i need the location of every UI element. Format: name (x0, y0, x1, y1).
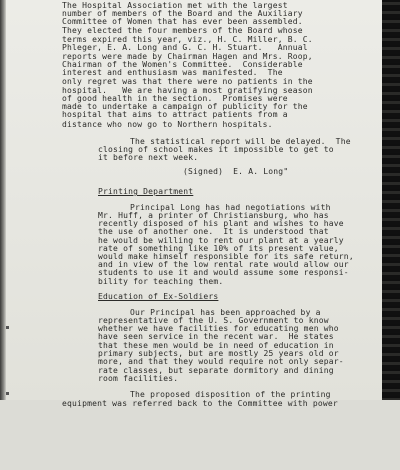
text-line: more, and that they would require not only separ- (98, 356, 344, 366)
text-line: interest and enthusiasm was manifested. The (62, 68, 283, 78)
signature-line: (Signed) E. A. Long" (183, 167, 289, 177)
text-line: would make himself responsible for its safe return, (98, 251, 354, 261)
text-line: The proposed disposition of the printing (130, 389, 331, 399)
text-line: number of members of the Board and the Auxiliary (62, 9, 303, 19)
text-line: whether we have facilities for educating men who (98, 324, 339, 334)
text-line: rate of something like 10% of its present value, (98, 243, 339, 253)
text-line: hospital that aims to attract patients from a (62, 110, 288, 120)
text-line: recently disposed of his plant and wishes to have (98, 219, 344, 229)
text-line: reports were made by Chairman Hagen and Mrs. Roop, (62, 52, 313, 62)
text-line: made to undertake a campaign of publicity for the (62, 102, 308, 112)
text-line: bility for teaching them. (98, 276, 224, 286)
text-line: representative of the U. S. Government to know (98, 315, 329, 325)
text-line: rate classes, but separate dormitory and dining (98, 366, 334, 376)
text-line: Our Principal has been approached by a (130, 307, 321, 317)
text-line: Principal Long has had negotiations with (130, 202, 331, 212)
text-line: only regret was that there were no patients in the (62, 76, 313, 86)
text-line: that these men would be in need of education in (98, 340, 334, 350)
text-line: have seen service in the recent war. He states (98, 332, 334, 342)
text-line: terms expired this year, viz., H. C. Miller, B. C. (62, 34, 313, 44)
text-line: The statistical report will be delayed. The (130, 136, 351, 146)
text-line: and in view of the low rental rate would allow our (98, 260, 349, 270)
text-line: Committee of Women that has ever been assembled. (62, 17, 303, 27)
section-heading-printing: Printing Department (98, 187, 194, 197)
text-line: room facilities. (98, 374, 179, 384)
text-line: hospital. We are having a most gratifying season (62, 85, 313, 95)
text-line: Mr. Huff, a printer of Christiansburg, who has (98, 210, 329, 220)
text-line: Chairman of the Women's Committee. Considerable (62, 60, 303, 70)
text-line: he would be willing to rent our plant at a yearly (98, 235, 344, 245)
text-line: closing of school makes it impossible to get to (98, 145, 334, 155)
text-line: Phleger, E. A. Long and G. C. H. Stuart. Annual (62, 42, 308, 52)
text-line: primary subjects, but are mostly 25 years old or (98, 348, 339, 358)
text-line: The Hospital Association met with the largest (62, 0, 288, 10)
text-line: equipment was referred back to the Committee with power (62, 398, 338, 408)
text-line: of good health in the section. Promises were (62, 94, 288, 104)
text-line: distance who now go to Northern hospitals. (62, 119, 273, 129)
text-line: students to use it and would assume some responsi- (98, 268, 349, 278)
text-line: it before next week. (98, 153, 199, 163)
text-line: They elected the four members of the Board whose (62, 26, 303, 36)
section-heading-ex-soldiers: Education of Ex-Soldiers (98, 292, 219, 302)
text-line: the use of another one. It is understood that (98, 227, 329, 237)
scan-right-edge (382, 0, 400, 400)
